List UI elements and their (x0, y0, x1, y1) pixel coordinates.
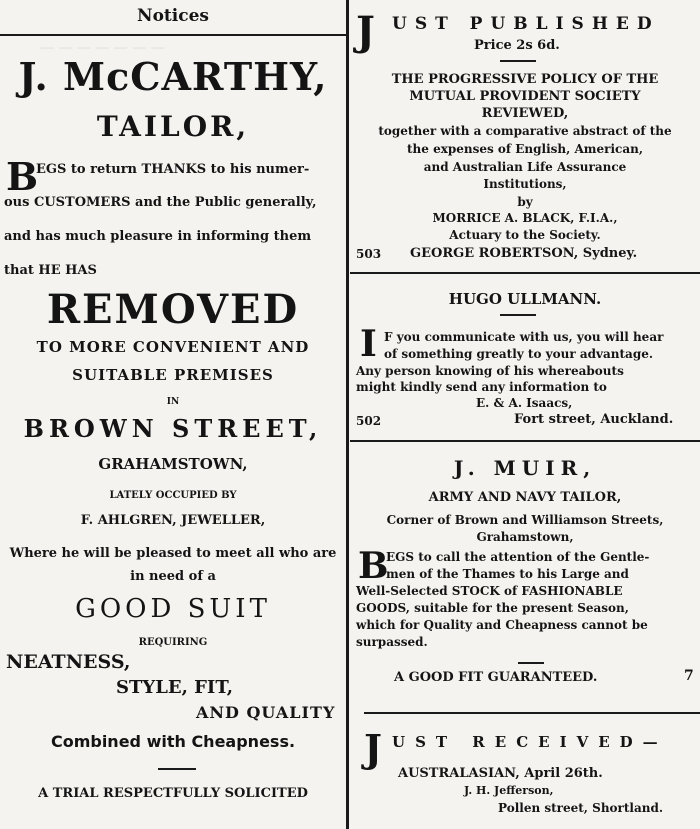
body-line: which for Quality and Cheapness cannot be (356, 618, 648, 632)
body-line: Actuary to the Society. (449, 228, 601, 242)
bleed-through-text: — — — — — — — (40, 40, 165, 56)
price-line: Price 2s 6d. (474, 38, 560, 53)
address-line: Fort street, Auckland. (514, 412, 674, 427)
drop-cap: J (356, 8, 375, 55)
advertiser-name: HUGO ULLMANN. (448, 290, 602, 308)
street-heading: BROWN STREET, (23, 414, 323, 443)
body-line: and Australian Life Assurance (423, 160, 627, 174)
body-line: of something greatly to your advantage. (384, 347, 654, 361)
book-title: THE PROGRESSIVE POLICY OF THE (391, 72, 659, 87)
quality-line: AND QUALITY (196, 703, 336, 722)
neatness-line: NEATNESS, (6, 651, 131, 673)
body-line: men of the Thames to his Large and (386, 567, 629, 581)
body-line: that HE HAS (4, 263, 97, 278)
body-line: SUITABLE PREMISES (72, 366, 274, 384)
body-line: by (517, 195, 533, 209)
book-title: MUTUAL PROVIDENT SOCIETY (409, 89, 641, 104)
body-line: Grahamstown, (476, 530, 574, 544)
short-rule (158, 768, 196, 770)
body-line: Corner of Brown and Williamson Streets, (386, 513, 664, 527)
body-line: E. & A. Isaacs, (476, 396, 573, 410)
removed-heading: REMOVED (46, 286, 300, 333)
body-line: Where he will be pleased to meet all who are (9, 546, 337, 561)
body-line: in need of a (130, 569, 216, 584)
town-line: GRAHAMSTOWN, (98, 455, 248, 473)
just-received-heading: UST RECEIVED— (392, 733, 668, 751)
body-line: EGS to call the attention of the Gentle- (386, 550, 650, 564)
body-line: Any person knowing of his whereabouts (356, 364, 624, 378)
ad-separator (350, 440, 700, 442)
body-line: J. H. Jefferson, (464, 784, 554, 797)
body-line: IN (166, 397, 180, 407)
body-line: LATELY OCCUPIED BY (109, 490, 237, 501)
body-line: TO MORE CONVENIENT AND (36, 338, 310, 356)
ad-number: 502 (356, 414, 382, 428)
author-line: MORRICE A. BLACK, F.I.A., (432, 211, 618, 225)
body-line: Well-Selected STOCK of FASHIONABLE (356, 584, 623, 598)
good-suit-heading: GOOD SUIT (75, 594, 271, 624)
section-header: Notices (137, 6, 209, 26)
ad-separator (350, 272, 700, 274)
short-rule (500, 314, 536, 316)
drop-cap: B (6, 154, 39, 199)
drop-cap: B (358, 545, 389, 587)
body-line: Pollen street, Shortland. (498, 801, 664, 815)
ad-number: 503 (356, 247, 382, 261)
body-line: might kindly send any information to (356, 380, 607, 394)
body-line: F you communicate with us, you will hear (384, 330, 664, 344)
short-rule (500, 60, 536, 62)
trade-title: TAILOR, (96, 110, 250, 143)
book-title: REVIEWED, (481, 106, 569, 121)
ad-separator (364, 712, 700, 714)
advertiser-name: J. McCARTHY, (18, 54, 328, 99)
advertiser-name: J. MUIR, (453, 456, 597, 480)
trial-line: A TRIAL RESPECTFULLY SOLICITED (38, 786, 308, 801)
body-line: AUSTRALASIAN, April 26th. (398, 766, 603, 781)
body-line: together with a comparative abstract of the (378, 124, 672, 138)
style-line: STYLE, FIT, (116, 677, 234, 698)
drop-cap: J (364, 726, 382, 771)
body-line: ous CUSTOMERS and the Public generally, (4, 195, 317, 210)
guarantee-line: A GOOD FIT GUARANTEED. (394, 670, 598, 685)
publisher-line: GEORGE ROBERTSON, Sydney. (410, 246, 638, 261)
ad-number: 7 (684, 668, 694, 684)
just-published-heading: UST PUBLISHED (392, 14, 660, 34)
header-rule (0, 34, 346, 36)
body-line: the expenses of English, American, (406, 142, 643, 156)
body-line: GOODS, suitable for the present Season, (356, 601, 629, 615)
body-line: EGS to return THANKS to his numer- (36, 162, 310, 177)
short-rule (518, 662, 544, 664)
column-divider (346, 0, 349, 829)
body-line: F. AHLGREN, JEWELLER, (80, 513, 266, 528)
body-line: REQUIRING (138, 637, 208, 648)
drop-cap: I (360, 323, 377, 365)
body-line: Institutions, (483, 177, 567, 191)
trade-title: ARMY AND NAVY TAILOR, (428, 490, 622, 505)
body-line: surpassed. (356, 635, 428, 649)
body-line: and has much pleasure in informing them (4, 229, 312, 244)
combined-line: Combined with Cheapness. (50, 732, 296, 751)
